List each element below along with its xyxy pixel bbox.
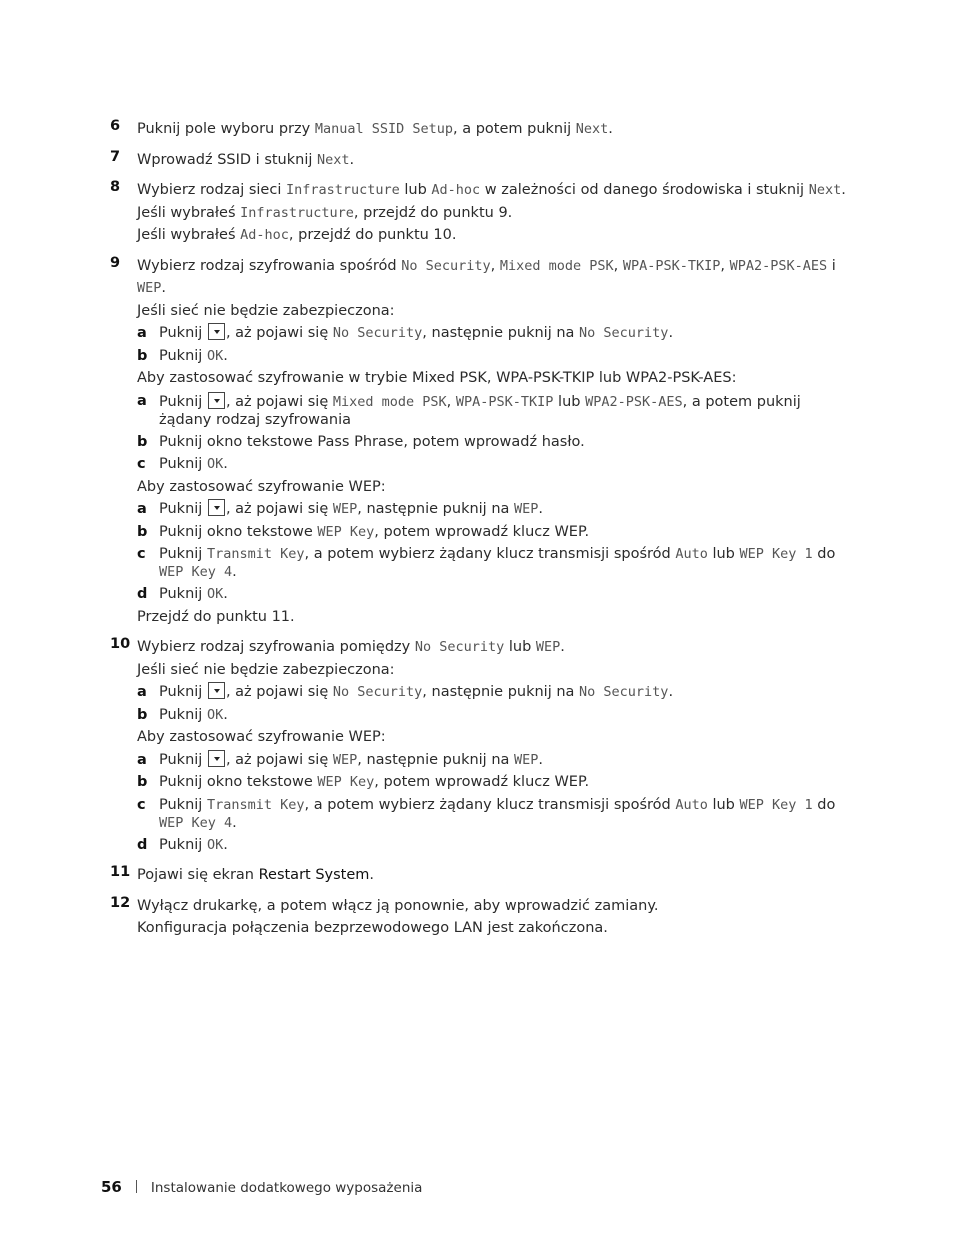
text-run: Puknij [159, 325, 207, 341]
text-run: Aby zastosować szyfrowanie w trybie Mixed PSK, WPA-PSK-TKIP lub WPA2-PSK-AES: [137, 370, 737, 386]
text-run: Puknij [159, 796, 207, 813]
step-number: 12 [110, 894, 131, 911]
sub-step-letter: d [137, 586, 148, 602]
ui-term: OK [206, 347, 224, 364]
text-run: , [490, 257, 500, 274]
paragraph [137, 202, 855, 225]
ui-term: Auto [675, 796, 708, 813]
paragraph [137, 149, 855, 172]
text-run: lub [504, 639, 536, 655]
text-run: Jeśli wybrałeś [137, 204, 241, 221]
ui-term: WPA2-PSK-AES [585, 393, 683, 410]
sub-step-b [137, 521, 855, 544]
sub-step-text [159, 681, 855, 704]
text-run: , [613, 257, 623, 274]
text-run: . [538, 751, 544, 768]
text-run: . [223, 706, 228, 723]
dropdown-arrow-button-icon [208, 682, 225, 699]
screen-name: Restart System [258, 867, 370, 883]
sub-step-letter: c [137, 796, 146, 813]
text-run: Puknij [159, 546, 207, 562]
text-run: do [812, 546, 836, 562]
sub-step-letter: c [137, 546, 146, 562]
paragraph [137, 895, 855, 918]
ui-term: Mixed mode PSK [499, 257, 614, 274]
text-run: Puknij okno tekstowe [159, 774, 318, 790]
sub-step-text [159, 771, 855, 794]
sub-step-b [137, 345, 855, 368]
text-run: Jeśli sieć nie będzie zabezpieczona: [137, 661, 395, 678]
text-run: Puknij [159, 347, 207, 364]
dropdown-arrow-button-icon [208, 750, 225, 767]
text-run: Puknij [159, 751, 207, 768]
ui-term: WEP Key [317, 774, 375, 790]
text-run: , [446, 393, 456, 410]
paragraph [137, 300, 855, 323]
ui-term: OK [206, 706, 224, 723]
text-run: . [608, 121, 613, 137]
step-7 [0, 149, 954, 172]
sub-step-text [159, 390, 855, 431]
text-run: Puknij [159, 684, 207, 700]
paragraph [137, 636, 855, 659]
ui-term: WEP Key 1 [739, 546, 813, 562]
dropdown-arrow-button-icon [208, 499, 225, 516]
step-number: 11 [110, 864, 131, 880]
text-run: Pojawi się ekran [137, 867, 259, 883]
ui-term: WEP Key 1 [739, 796, 813, 813]
sub-step-text [159, 794, 855, 834]
text-run: . [668, 684, 674, 700]
text-run: Puknij [159, 393, 207, 410]
text-run: . [232, 814, 237, 831]
footer-section-title: Instalowanie dodatkowego wyposażenia [150, 1180, 423, 1196]
text-run: Puknij [159, 501, 207, 517]
page-number: 56 [101, 1178, 122, 1196]
text-run: , a potem puknij [452, 121, 576, 137]
text-run: Wyłącz drukarkę, a potem włącz ją ponownie, aby wprowadzić zamiany. [137, 897, 659, 914]
sub-step-d [137, 583, 855, 606]
sub-step-letter: a [137, 392, 147, 409]
text-run: Wybierz rodzaj szyfrowania spośród [137, 257, 402, 274]
sub-step-a [137, 390, 855, 431]
paragraph [137, 179, 855, 202]
step-6 [0, 118, 954, 141]
ui-term: Manual SSID Setup [314, 121, 453, 137]
ui-term: No Security [332, 325, 423, 341]
paragraph [137, 255, 855, 300]
paragraph [137, 476, 855, 499]
sub-step-b [137, 771, 855, 794]
text-run: . [223, 347, 228, 364]
text-run: , następnie puknij na [422, 325, 580, 341]
text-run: , a potem wybierz żądany klucz transmisji spośród [304, 796, 676, 813]
ui-term: WEP [514, 751, 539, 768]
ui-term: WPA2-PSK-AES [729, 257, 828, 274]
ui-term: No Security [414, 639, 505, 655]
text-run: . [560, 639, 565, 655]
instruction-steps [0, 118, 954, 948]
text-run: Puknij [159, 586, 207, 602]
text-run: Wprowadź SSID i stuknij [137, 151, 318, 168]
ui-term: WEP [514, 501, 539, 517]
sub-step-letter: b [137, 774, 148, 790]
ui-term: Mixed mode PSK [332, 393, 447, 410]
footer-separator [136, 1180, 137, 1193]
step-number: 6 [110, 118, 121, 134]
sub-step-a [137, 498, 855, 521]
sub-step-text [159, 345, 855, 368]
text-run: , a potem puknij żądany rodzaj szyfrowania [159, 393, 801, 428]
sub-step-text [159, 583, 855, 606]
text-run: Puknij okno tekstowe Pass Phrase, potem wprowadź hasło. [159, 433, 585, 450]
step-9 [0, 255, 954, 629]
ui-term: WEP [332, 751, 358, 768]
sub-step-letter: d [137, 836, 148, 853]
text-run: . [349, 151, 355, 168]
text-run: , przejdź do punktu 10. [288, 227, 457, 243]
ui-term: Infrastructure [240, 204, 354, 221]
dropdown-arrow-button-icon [208, 323, 225, 340]
paragraph [137, 726, 855, 749]
sub-step-letter: b [137, 706, 148, 723]
text-run: i [827, 257, 836, 274]
ui-term: OK [206, 836, 224, 853]
page-footer [101, 1178, 422, 1196]
ui-term: Next [575, 121, 609, 137]
paragraph [137, 659, 855, 682]
text-run: . [232, 564, 237, 580]
paragraph [137, 917, 855, 940]
step-10 [0, 636, 954, 856]
text-run: . [369, 867, 374, 883]
ui-term: WEP Key [317, 523, 375, 540]
ui-term: Ad-hoc [431, 182, 481, 198]
sub-step-c [137, 794, 855, 834]
sub-step-letter: b [137, 433, 148, 450]
text-run: , aż pojawi się [225, 684, 333, 700]
text-run: , potem wprowadź klucz WEP. [374, 523, 590, 540]
text-run: Konfiguracja połączenia bezprzewodowego LAN jest zakończona. [137, 920, 608, 936]
text-run: . [538, 501, 544, 517]
step-number: 7 [110, 148, 121, 165]
paragraph [137, 224, 855, 247]
sub-step-text [159, 749, 855, 772]
text-run: , następnie puknij na [357, 501, 515, 517]
sub-step-letter: a [137, 501, 147, 517]
sub-step-b [137, 704, 855, 727]
paragraph [137, 864, 855, 887]
text-run: , [720, 257, 730, 274]
ui-term: WEP [137, 280, 162, 296]
text-run: . [223, 456, 228, 472]
text-run: Aby zastosować szyfrowanie WEP: [137, 729, 386, 745]
text-run: lub [553, 393, 586, 410]
step-number: 10 [110, 636, 131, 652]
ui-term: WEP [332, 501, 358, 517]
sub-step-text [159, 543, 855, 583]
sub-step-text [159, 431, 855, 454]
ui-term: No Security [579, 684, 669, 700]
ui-term: Transmit Key [206, 546, 305, 562]
text-run: . [668, 325, 674, 341]
ui-term: WPA-PSK-TKIP [622, 257, 721, 274]
text-run: lub [399, 182, 432, 198]
step-number: 8 [110, 179, 121, 195]
text-run: , aż pojawi się [225, 751, 333, 768]
paragraph [137, 118, 855, 141]
sub-step-text [159, 498, 855, 521]
sub-step-text [159, 834, 855, 857]
text-run: . [161, 280, 166, 296]
text-run: Puknij [159, 706, 207, 723]
sub-step-d [137, 834, 855, 857]
paragraph [137, 606, 855, 629]
text-run: w zależności od danego środowiska i stuknij [480, 182, 809, 198]
dropdown-arrow-button-icon [208, 392, 225, 409]
text-run: lub [707, 546, 740, 562]
text-run: , aż pojawi się [225, 393, 333, 410]
text-run: Puknij pole wyboru przy [137, 121, 315, 137]
ui-term: WPA-PSK-TKIP [455, 393, 554, 410]
text-run: Wybierz rodzaj sieci [137, 182, 286, 198]
ui-term: No Security [332, 684, 423, 700]
ui-term: Ad-hoc [240, 227, 289, 243]
ui-term: Transmit Key [206, 796, 305, 813]
sub-step-text [159, 322, 855, 345]
text-run: . [223, 586, 228, 602]
text-run: Puknij [159, 836, 207, 853]
text-run: , następnie puknij na [422, 684, 580, 700]
ui-term: Next [808, 182, 842, 198]
text-run: Wybierz rodzaj szyfrowania pomiędzy [137, 639, 415, 655]
text-run: Jeśli sieć nie będzie zabezpieczona: [137, 302, 395, 319]
text-run: , aż pojawi się [225, 325, 333, 341]
sub-step-a [137, 681, 855, 704]
text-run: Puknij okno tekstowe [159, 523, 318, 540]
text-run: do [812, 796, 836, 813]
step-12 [0, 895, 954, 940]
text-run: Jeśli wybrałeś [137, 227, 241, 243]
sub-step-a [137, 322, 855, 345]
ui-term: No Security [401, 257, 491, 274]
text-run: Przejdź do punktu 11. [137, 608, 295, 625]
step-number: 9 [110, 254, 121, 271]
ui-term: Next [317, 151, 350, 168]
ui-term: OK [206, 456, 224, 472]
ui-term: WEP Key 4 [159, 564, 233, 580]
text-run: , następnie puknij na [357, 751, 515, 768]
text-run: lub [707, 796, 740, 813]
sub-step-letter: a [137, 684, 147, 700]
sub-step-letter: b [137, 347, 148, 364]
sub-step-c [137, 453, 855, 476]
text-run: , aż pojawi się [225, 501, 333, 517]
sub-step-letter: a [137, 751, 147, 768]
sub-step-text [159, 453, 855, 476]
sub-step-text [159, 704, 855, 727]
sub-step-letter: a [137, 325, 147, 341]
paragraph [137, 367, 855, 390]
sub-step-c [137, 543, 855, 583]
sub-step-letter: c [137, 456, 146, 472]
text-run: , a potem wybierz żądany klucz transmisji spośród [304, 546, 676, 562]
ui-term: OK [206, 586, 224, 602]
text-run: . [223, 836, 228, 853]
step-11 [0, 864, 954, 887]
text-run: , przejdź do punktu 9. [353, 204, 513, 221]
ui-term: WEP [535, 639, 561, 655]
text-run: . [841, 182, 846, 198]
ui-term: WEP Key 4 [159, 814, 233, 831]
ui-term: Infrastructure [285, 182, 400, 198]
sub-step-letter: b [137, 523, 148, 540]
text-run: Aby zastosować szyfrowanie WEP: [137, 478, 386, 495]
text-run: , potem wprowadź klucz WEP. [374, 774, 590, 790]
ui-term: Auto [675, 546, 708, 562]
ui-term: No Security [579, 325, 669, 341]
sub-step-b [137, 431, 855, 454]
sub-step-text [159, 521, 855, 544]
sub-step-a [137, 749, 855, 772]
text-run: Puknij [159, 456, 207, 472]
step-8 [0, 179, 954, 247]
